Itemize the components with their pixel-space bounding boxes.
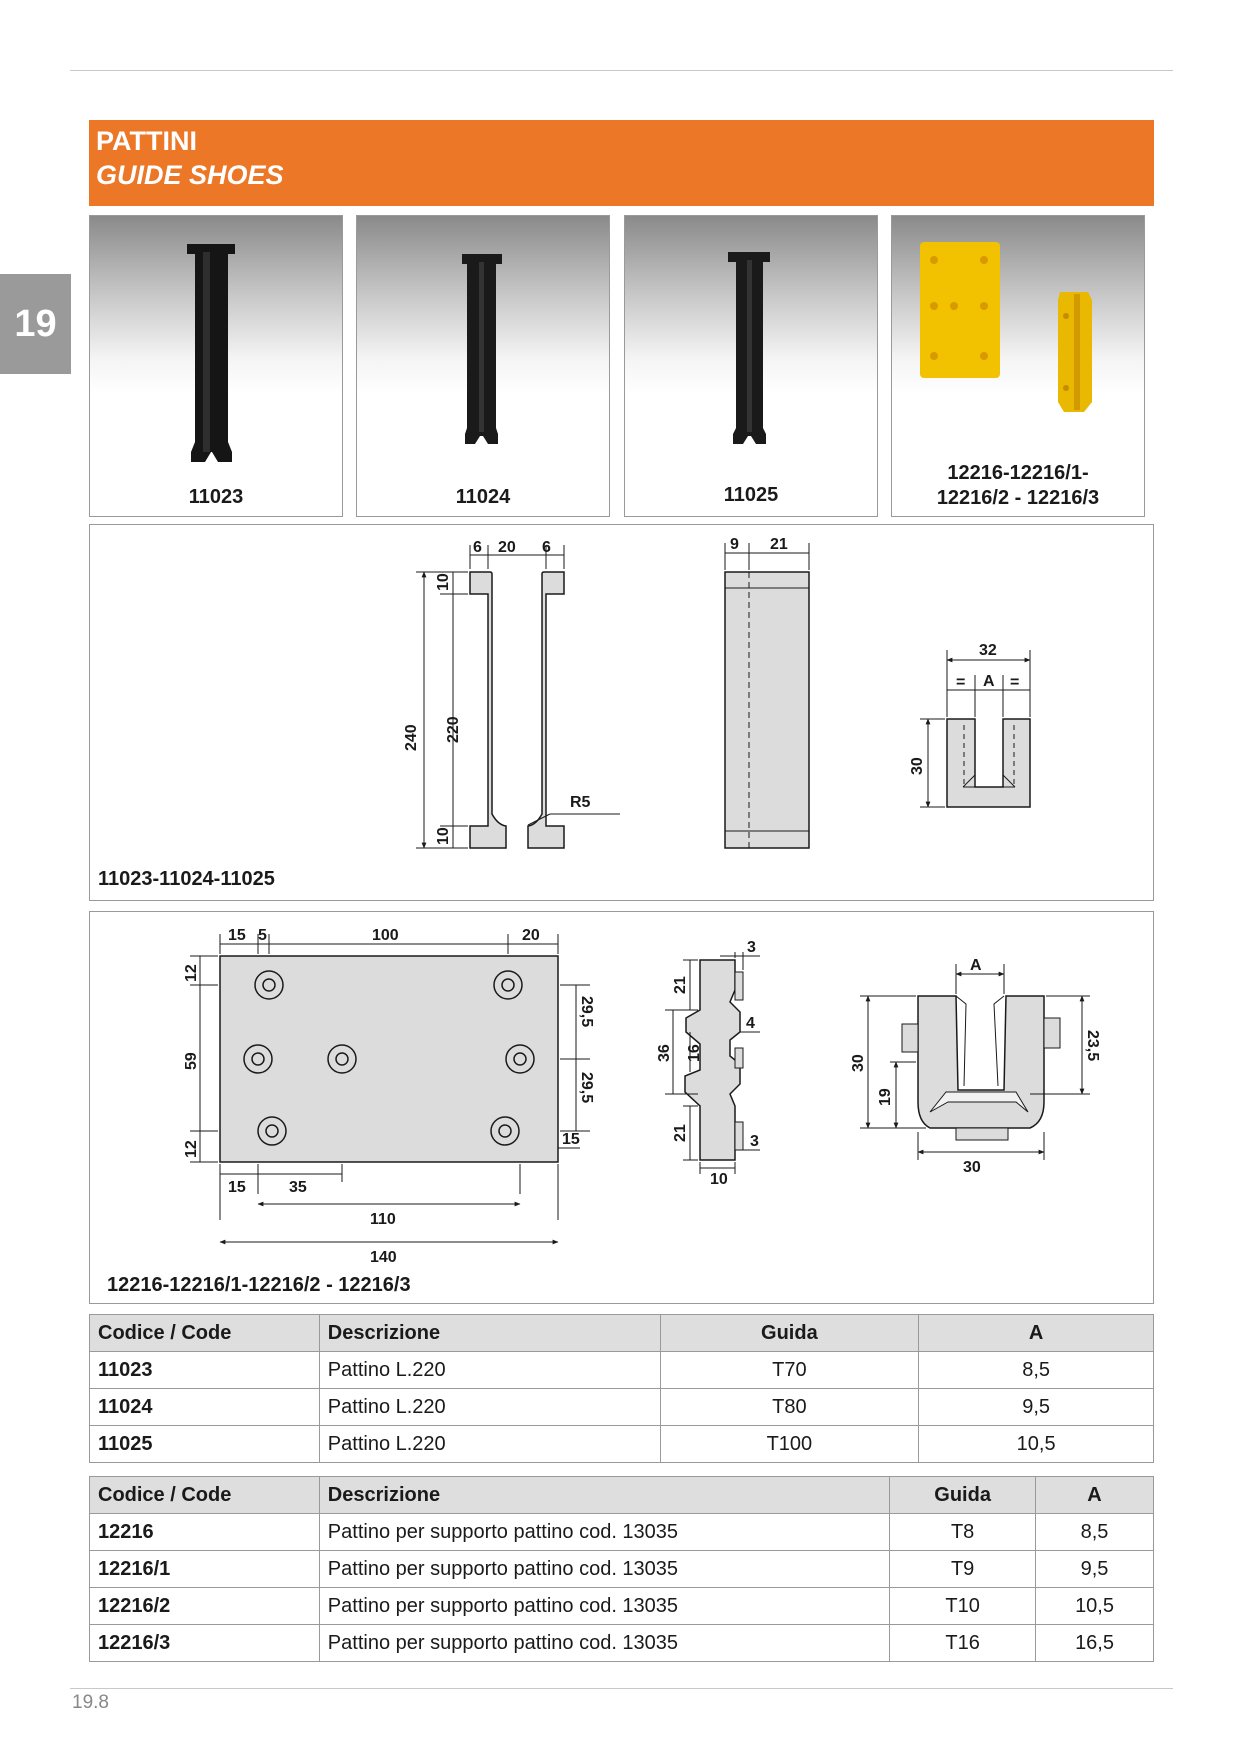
column-header: Codice / Code [90, 1477, 320, 1514]
black-guide-shoe-image [357, 216, 610, 517]
column-header: Guida [890, 1477, 1036, 1514]
svg-text:21: 21 [770, 536, 788, 553]
svg-text:30: 30 [963, 1159, 981, 1176]
svg-text:16: 16 [686, 1044, 703, 1062]
section-header [89, 120, 1154, 206]
svg-text:=: = [1010, 674, 1020, 691]
product-code: 12216-12216/1- [947, 462, 1089, 484]
dimension-drawing [90, 912, 1155, 1305]
svg-text:15: 15 [228, 1179, 246, 1196]
svg-text:100: 100 [372, 927, 399, 944]
product-code: 11025 [723, 484, 779, 506]
svg-text:10: 10 [435, 827, 452, 845]
product-photo-11024 [356, 215, 610, 517]
svg-text:12: 12 [183, 1140, 200, 1158]
column-header: Descrizione [319, 1315, 660, 1352]
svg-text:3: 3 [747, 939, 756, 956]
table-row: 12216/2 Pattino per supporto pattino cod. 13035 T10 10,5 [90, 1588, 1154, 1625]
table-row: 12216/1 Pattino per supporto pattino cod. 13035 T9 9,5 [90, 1551, 1154, 1588]
svg-text:21: 21 [672, 976, 689, 994]
column-header: Guida [660, 1315, 919, 1352]
svg-text:220: 220 [445, 716, 462, 743]
svg-text:23,5: 23,5 [1084, 1030, 1101, 1062]
product-photo-11025 [624, 215, 878, 517]
svg-text:A: A [970, 957, 982, 974]
spec-table-12216 [89, 1476, 1154, 1662]
svg-text:=: = [956, 674, 966, 691]
svg-text:6: 6 [542, 539, 551, 556]
drawing-label: 12216-12216/1-12216/2 - 12216/3 [107, 1274, 411, 1296]
svg-text:6: 6 [473, 539, 482, 556]
svg-text:20: 20 [522, 927, 540, 944]
black-guide-shoe-image [90, 216, 343, 517]
svg-text:19: 19 [877, 1088, 894, 1106]
table-row: 11024 Pattino L.220 T80 9,5 [90, 1389, 1154, 1426]
svg-text:R5: R5 [570, 794, 591, 811]
svg-text:4: 4 [746, 1015, 755, 1032]
table-row: 11023 Pattino L.220 T70 8,5 [90, 1352, 1154, 1389]
product-photo-12216 [891, 215, 1145, 517]
dimension-drawing [90, 525, 1155, 902]
svg-text:29,5: 29,5 [578, 996, 595, 1028]
svg-text:10: 10 [435, 573, 452, 591]
svg-text:29,5: 29,5 [578, 1072, 595, 1104]
column-header: Descrizione [319, 1477, 889, 1514]
spec-table-11023 [89, 1314, 1154, 1463]
page-number: 19.8 [72, 1692, 109, 1713]
technical-drawing-11023 [89, 524, 1154, 901]
column-header: A [919, 1315, 1154, 1352]
svg-text:140: 140 [370, 1249, 397, 1266]
section-subtitle: GUIDE SHOES [96, 160, 284, 190]
svg-text:30: 30 [909, 757, 926, 775]
table-row: 11025 Pattino L.220 T100 10,5 [90, 1426, 1154, 1463]
section-title: PATTINI [96, 126, 197, 156]
svg-text:12: 12 [183, 964, 200, 982]
svg-text:21: 21 [672, 1124, 689, 1142]
svg-text:5: 5 [258, 927, 267, 944]
svg-text:15: 15 [228, 927, 246, 944]
svg-text:20: 20 [498, 539, 516, 556]
column-header: A [1036, 1477, 1154, 1514]
top-rule [70, 70, 1173, 71]
product-code: 11023 [188, 486, 244, 508]
svg-text:35: 35 [289, 1179, 307, 1196]
svg-text:32: 32 [979, 642, 997, 659]
table-row: 12216 Pattino per supporto pattino cod. 13035 T8 8,5 [90, 1514, 1154, 1551]
product-photo-11023 [89, 215, 343, 517]
product-code: 12216/2 - 12216/3 [936, 487, 1100, 509]
chapter-tab: 19 [0, 274, 71, 374]
svg-text:59: 59 [183, 1052, 200, 1070]
table-row: 12216/3 Pattino per supporto pattino cod. 13035 T16 16,5 [90, 1625, 1154, 1662]
product-code: 11024 [455, 486, 511, 508]
svg-text:15: 15 [562, 1131, 580, 1148]
black-guide-shoe-image [625, 216, 878, 517]
svg-text:110: 110 [370, 1211, 396, 1228]
drawing-label: 11023-11024-11025 [98, 868, 275, 890]
svg-text:30: 30 [850, 1054, 867, 1072]
svg-text:36: 36 [656, 1044, 673, 1062]
svg-text:240: 240 [403, 724, 420, 751]
svg-text:3: 3 [750, 1133, 759, 1150]
svg-text:10: 10 [710, 1171, 728, 1188]
technical-drawing-12216 [89, 911, 1154, 1304]
table-header-row [90, 1315, 1154, 1352]
svg-text:A: A [983, 673, 995, 690]
bottom-rule [70, 1688, 1173, 1689]
table-header-row [90, 1477, 1154, 1514]
column-header: Codice / Code [90, 1315, 320, 1352]
svg-text:9: 9 [730, 536, 739, 553]
